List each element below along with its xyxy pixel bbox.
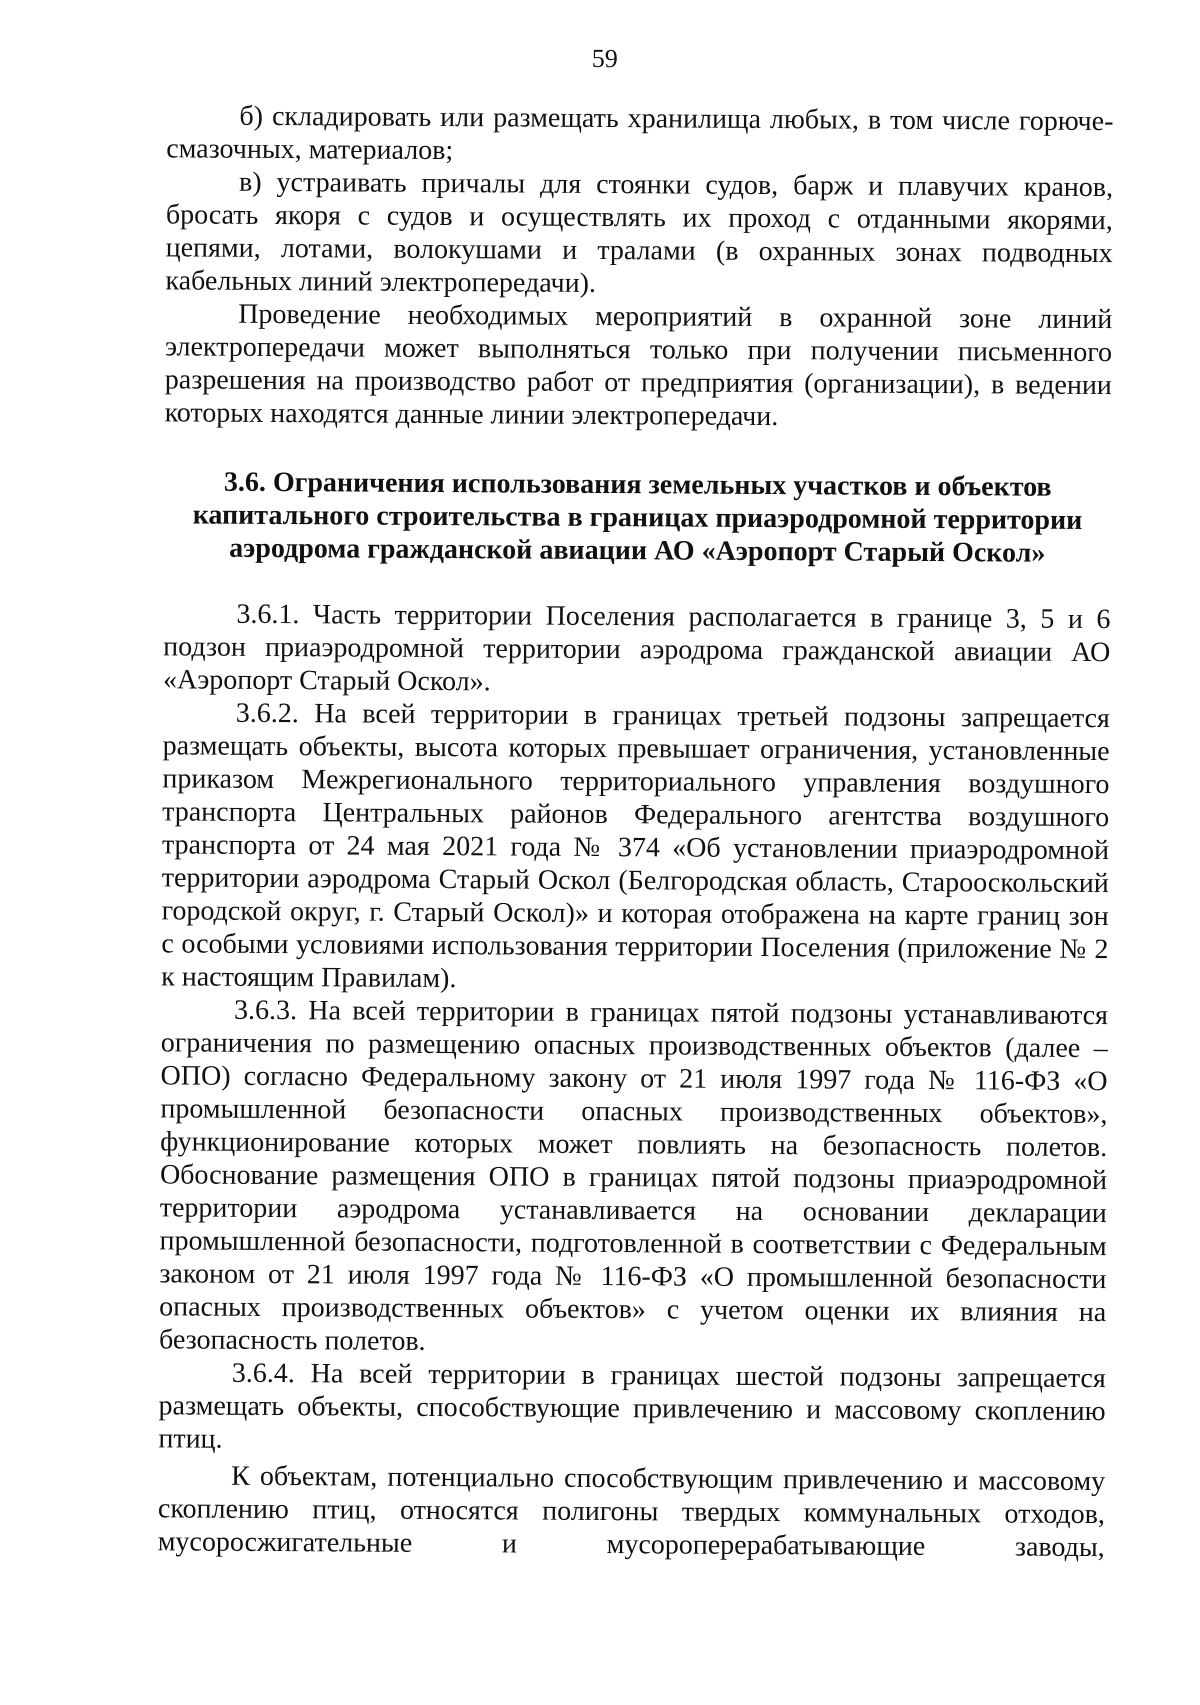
paragraph-3-6-1: 3.6.1. Часть территории Поселения располагается в границе 3, 5 и 6 подзон приаэродромной территории аэродрома гражданской авиации АО «Аэропорт Старый Оскол». [162,598,1111,698]
paragraph-3-6-4: 3.6.4. На всей территории в границах шестой подзоны запрещается размещать объекты, способствующие привлечению и массовому скоплению птиц. [158,1357,1106,1455]
paragraph-3-6-3: 3.6.3. На всей территории в границах пятой подзоны устанавливаются ограничения по размещению опасных производственных объектов (далее – ОПО) согласно Федеральному закону от 21 июля 1997 года № 116-ФЗ «О промышленной безопасности опасных производственных объектов», функционирование которых может повлиять на безопасность полетов. Обоснование размещения ОПО в границах пятой подзоны приаэродромной территории аэродрома устанавливается на основании декларации промышленной безопасности, подготовленной в соответствии с Федеральным законом от 21 июля 1997 года № 116-ФЗ «О промышленной безопасности опасных производственных объектов» с учетом оценки их влияния на безопасность полетов. [158,994,1109,1357]
section-heading-3-6: 3.6. Ограничения использования земельных участков и объектов капитального строительства в границах приаэродромной территории аэродрома гражданской авиации АО «Аэропорт Старый Оскол» [192,466,1083,569]
paragraph-item-b: б) складировать или размещать хранилища любых, в том числе горюче-смазочных, материалов; [166,100,1114,167]
page-number: 59 [591,43,618,74]
paragraph-3-6-2: 3.6.2. На всей территории в границах третьей подзоны запрещается размещать объекты, высота которых превышает ограничения, установленные приказом Межрегионального территориального управления воздушного транспорта Центральных районов Федерального агентства воздушного транспорта от 24 мая 2021 года № 374 «Об установлении приаэродромной территории аэродрома Старый Оскол (Белгородская область, Старооскольский городской округ, г. Старый Оскол)» и которая отображена на карте границ зон с особыми условиями использования территории Поселения (приложение № 2 к настоящим Правилам). [161,697,1110,995]
document-body [158,99,1114,1564]
paragraph-works-permission: Проведение необходимых мероприятий в охранной зоне линий электропередачи может выполняться только при получении письменного разрешения на производство работ от предприятия (организации), в ведении которых находятся данные линии электропередачи. [164,298,1113,433]
spacer [164,429,1111,471]
paragraph-item-v: в) устраивать причалы для стоянки судов, барж и плавучих кранов, бросать якоря с судов и осуществлять их проход с отданными якорями, цепями, лотами, волокушами и тралами (в охранных зонах подводных кабельных линий электропередачи). [165,166,1114,299]
paragraph-bird-objects: К объектам, потенциально способствующим привлечению и массовому скоплению птиц, относятся полигоны твердых коммунальных отходов, мусоросжигательные и мусороперерабатывающие заводы, [157,1460,1106,1564]
